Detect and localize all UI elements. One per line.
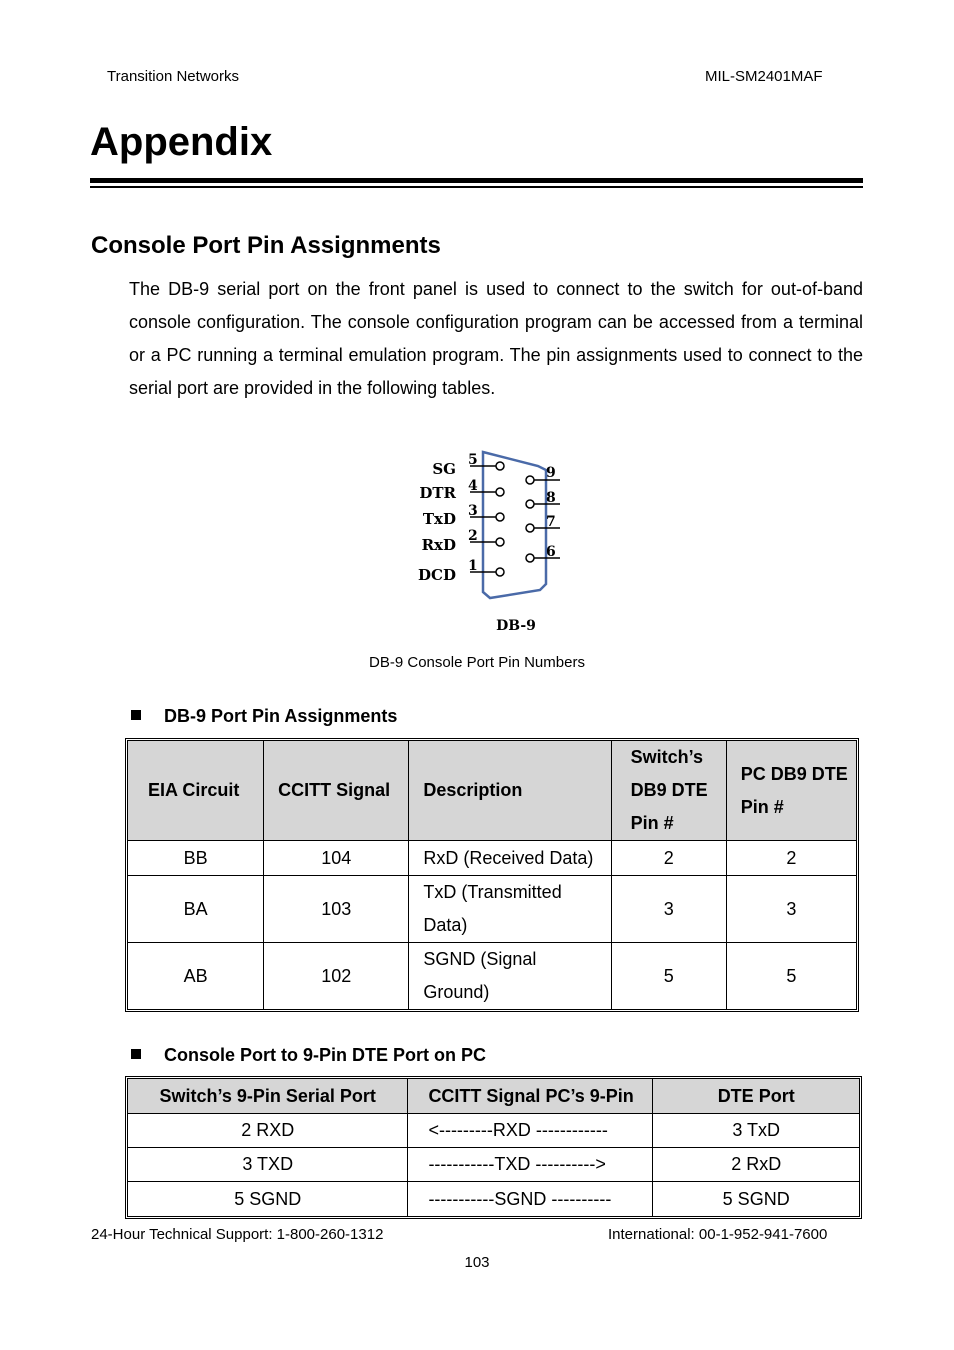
table-header: CCITT Signal	[264, 741, 409, 841]
pin-1: 1	[468, 558, 478, 574]
pin-circles	[496, 462, 534, 576]
table-cell: -----------SGND ----------	[408, 1182, 653, 1217]
table-cell: 3 TxD	[653, 1114, 860, 1148]
pin-5: 5	[468, 452, 478, 468]
bullet-square-icon	[131, 1049, 141, 1059]
table1-title: DB-9 Port Pin Assignments	[164, 706, 398, 726]
table-row	[128, 1114, 860, 1148]
table-cell: 2 RXD	[128, 1114, 408, 1148]
table-cell: <---------RXD ------------	[408, 1114, 653, 1148]
title-rule-thin	[90, 186, 863, 188]
connector-name: DB-9	[496, 618, 536, 634]
table-header: PC DB9 DTE Pin #	[726, 741, 856, 841]
table1-bullet	[131, 706, 397, 727]
pin-8: 8	[546, 490, 556, 506]
table-row	[128, 876, 857, 943]
table-header: Switch’s 9-Pin Serial Port	[128, 1079, 408, 1114]
page-title: Appendix	[90, 120, 273, 164]
label-rxd: RxD	[421, 536, 456, 554]
header-model: MIL-SM2401MAF	[705, 68, 823, 85]
label-dcd: DCD	[418, 566, 456, 584]
pin-3: 3	[468, 503, 478, 519]
label-dtr: DTR	[419, 484, 456, 502]
footer-international: International: 00-1-952-941-7600	[608, 1226, 828, 1243]
table-header: Switch’s DB9 DTE Pin #	[611, 741, 726, 841]
table2-bullet	[131, 1045, 486, 1066]
table-row	[128, 1182, 860, 1217]
table-header-row	[128, 741, 857, 841]
label-txd: TxD	[422, 510, 456, 528]
table-row	[128, 943, 857, 1010]
console-to-pc-table	[127, 1078, 860, 1217]
table-cell: 102	[264, 943, 409, 1010]
footer-support: 24-Hour Technical Support: 1-800-260-1312	[91, 1226, 384, 1243]
table-cell: BB	[128, 841, 264, 876]
table2-title: Console Port to 9-Pin DTE Port on PC	[164, 1045, 487, 1065]
page-number: 103	[464, 1254, 490, 1271]
table-cell: 3	[726, 876, 856, 943]
table-header: Description	[409, 741, 611, 841]
table-cell: SGND (Signal Ground)	[409, 943, 611, 1010]
pin-7: 7	[546, 514, 556, 530]
table-cell: RxD (Received Data)	[409, 841, 611, 876]
title-rule-thick	[90, 178, 863, 183]
table-row	[128, 841, 857, 876]
connector-shell	[483, 452, 546, 598]
section-heading: Console Port Pin Assignments	[91, 232, 441, 259]
label-sg: SG	[432, 460, 456, 478]
table-cell: AB	[128, 943, 264, 1010]
table-row	[128, 1148, 860, 1182]
pin-4: 4	[468, 478, 478, 494]
table-header-row	[128, 1079, 860, 1114]
table-cell: 3	[611, 876, 726, 943]
table-header: EIA Circuit	[128, 741, 264, 841]
table-cell: 103	[264, 876, 409, 943]
section-paragraph: The DB-9 serial port on the front panel is used to connect to the switch for out-of-band console configuration. The console configuration program can be accessed from a terminal or a PC running a terminal emulation program. The pin assignments used to connect to the serial port are provided in the following tables.	[129, 279, 863, 398]
pin-6: 6	[546, 544, 556, 560]
diagram-caption: DB-9 Console Port Pin Numbers	[369, 654, 585, 671]
table-cell: 5	[726, 943, 856, 1010]
pin-2: 2	[468, 528, 478, 544]
db9-pin-table	[127, 740, 857, 1010]
table-cell: 3 TXD	[128, 1148, 408, 1182]
bullet-square-icon	[131, 710, 141, 720]
header-company: Transition Networks	[107, 68, 239, 85]
table-cell: -----------TXD ---------->	[408, 1148, 653, 1182]
table-header: DTE Port	[653, 1079, 860, 1114]
table-header: CCITT Signal PC’s 9-Pin	[408, 1079, 653, 1114]
table-cell: 2	[611, 841, 726, 876]
pin-9: 9	[546, 465, 556, 481]
table-cell: 5 SGND	[653, 1182, 860, 1217]
db9-connector-diagram	[410, 446, 570, 638]
table-cell: 2 RxD	[653, 1148, 860, 1182]
table-cell: 104	[264, 841, 409, 876]
table-cell: 5 SGND	[128, 1182, 408, 1217]
table-cell: 2	[726, 841, 856, 876]
table-cell: TxD (Transmitted Data)	[409, 876, 611, 943]
table-cell: 5	[611, 943, 726, 1010]
table-cell: BA	[128, 876, 264, 943]
